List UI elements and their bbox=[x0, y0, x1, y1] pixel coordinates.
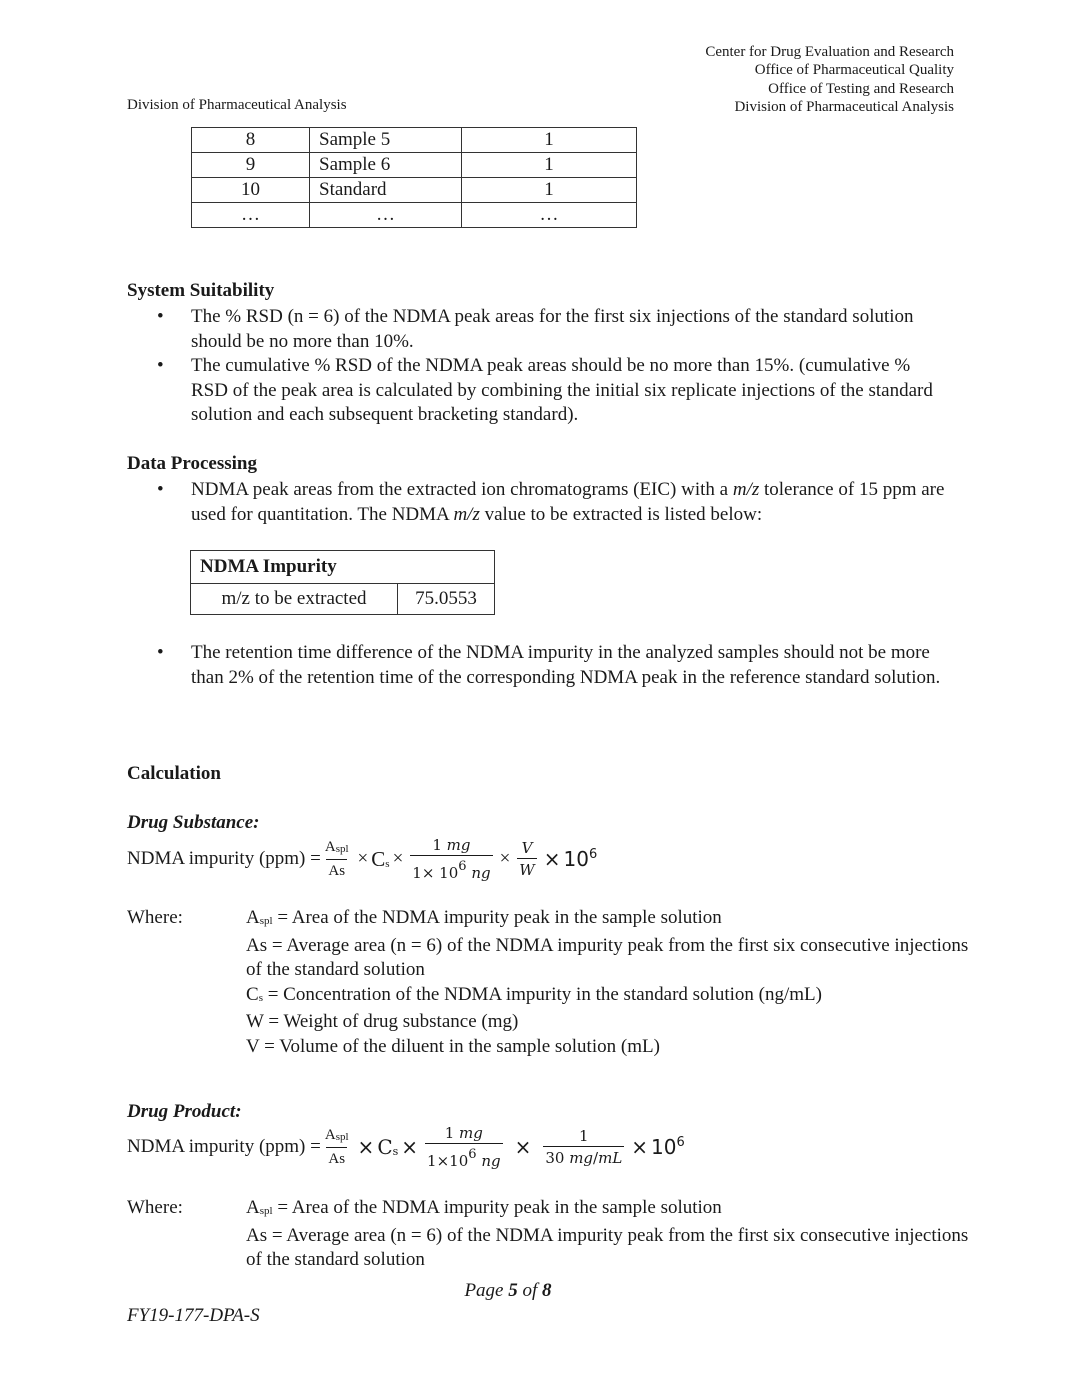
definition-aspl: $A_{spl}$ = Area of the NDMA impurity peak in the sample solution bbox=[246, 907, 722, 928]
times-operator: × bbox=[514, 1135, 532, 1159]
drug-product-definitions bbox=[127, 1196, 987, 1273]
cs-symbol: $C_s$ bbox=[371, 846, 390, 871]
table-row bbox=[192, 178, 637, 203]
table-cell: 1 bbox=[462, 178, 637, 203]
cs-symbol: $C_s$ bbox=[377, 1135, 399, 1159]
definition-as: As = Average area (n = 6) of the NDMA impurity peak from the first six consecutive injections of the standard solution bbox=[246, 934, 969, 980]
list-item bbox=[127, 478, 947, 527]
formula-lhs: NDMA impurity (ppm) = bbox=[127, 1136, 321, 1157]
mz-label: m/z to be extracted bbox=[191, 584, 398, 615]
formula-lhs: NDMA impurity (ppm) = bbox=[127, 848, 321, 869]
definition-aspl: $A_{spl}$ = Area of the NDMA impurity peak in the sample solution bbox=[246, 1197, 722, 1218]
fraction-unit-conversion bbox=[425, 1124, 503, 1170]
table-row bbox=[192, 128, 637, 153]
table-cell: … bbox=[462, 203, 637, 228]
times-operator: × bbox=[401, 1135, 419, 1159]
where-label: Where: bbox=[127, 907, 183, 928]
list-item-text: The % RSD (n = 6) of the NDMA peak areas for the first six injections of the standard solution should be no more than 10%. bbox=[191, 306, 914, 352]
fraction-area-ratio bbox=[323, 838, 351, 880]
table-cell: 1 bbox=[462, 128, 637, 153]
definition-as: As = Average area (n = 6) of the NDMA impurity peak from the first six consecutive injections of the standard solution bbox=[246, 1224, 969, 1270]
bullet-icon: • bbox=[157, 642, 164, 663]
table-cell: Standard bbox=[310, 178, 462, 203]
table-row bbox=[191, 584, 495, 615]
data-processing-list bbox=[127, 478, 947, 527]
fraction-denominator: W bbox=[517, 858, 536, 879]
mz-italic: m/z bbox=[732, 479, 760, 500]
times-operator: × bbox=[357, 1135, 375, 1159]
list-item bbox=[127, 305, 947, 354]
fraction-denominator: As bbox=[326, 859, 347, 880]
document-id: FY19-177-DPA-S bbox=[127, 1305, 260, 1326]
mz-table bbox=[190, 550, 495, 615]
list-item-text: tolerance of 15 ppm are used for quantitation. The NDMA bbox=[191, 479, 945, 525]
header-left: Division of Pharmaceutical Analysis bbox=[127, 97, 347, 113]
times-operator: × bbox=[357, 848, 369, 869]
ten-power: $10^6$ bbox=[563, 847, 598, 871]
header-line-4: Division of Pharmaceutical Analysis bbox=[734, 98, 954, 115]
list-item-text: The retention time difference of the NDMA impurity in the analyzed samples should not be more than 2% of the retention time of the corresponding NDMA peak in the reference standard solution. bbox=[191, 642, 941, 688]
fraction-concentration bbox=[543, 1127, 624, 1167]
list-item-text: NDMA peak areas from the extracted ion chromatograms (EIC) with a bbox=[191, 479, 733, 500]
header-line-3: Office of Testing and Research bbox=[768, 80, 954, 97]
table-row bbox=[191, 551, 495, 584]
drug-product-formula bbox=[127, 1124, 685, 1170]
fraction-denominator: As bbox=[326, 1147, 347, 1168]
table-cell: 8 bbox=[192, 128, 310, 153]
fraction-area-ratio bbox=[323, 1126, 351, 1168]
table-cell: … bbox=[192, 203, 310, 228]
drug-substance-heading: Drug Substance: bbox=[127, 812, 260, 833]
page-number: Page 5 of 8 bbox=[464, 1280, 552, 1301]
fraction-numerator: 1 mg bbox=[432, 836, 471, 854]
drug-product-heading: Drug Product: bbox=[127, 1101, 242, 1122]
fraction-unit-conversion bbox=[410, 836, 492, 882]
mz-italic: m/z bbox=[453, 503, 480, 525]
mz-value: 75.0553 bbox=[398, 584, 495, 615]
list-item-text: value to be extracted is listed below: bbox=[479, 503, 763, 525]
definition-v: V = Volume of the diluent in the sample solution (mL) bbox=[246, 1035, 660, 1057]
table-cell: Sample 5 bbox=[310, 128, 462, 153]
bullet-icon: • bbox=[157, 479, 164, 500]
fraction-numerator: 1 mg bbox=[444, 1124, 483, 1142]
data-processing-heading: Data Processing bbox=[127, 453, 257, 474]
mz-table-header: NDMA Impurity bbox=[191, 551, 495, 584]
ten-power: $10^6$ bbox=[651, 1135, 685, 1159]
drug-substance-formula bbox=[127, 836, 597, 882]
definition-cs: $C_s$ = Concentration of the NDMA impurity in the standard solution (ng/mL) bbox=[246, 983, 822, 1005]
table-row bbox=[192, 203, 637, 228]
table-cell: … bbox=[310, 203, 462, 228]
fraction-numerator: 1 bbox=[579, 1127, 589, 1145]
list-item bbox=[127, 641, 957, 690]
table-row bbox=[192, 153, 637, 178]
fraction-denominator: 30 mg/mL bbox=[543, 1146, 624, 1167]
table-cell: Sample 6 bbox=[310, 153, 462, 178]
list-item bbox=[127, 354, 947, 428]
definition-w: W = Weight of drug substance (mg) bbox=[246, 1011, 519, 1032]
table-cell: 1 bbox=[462, 153, 637, 178]
bullet-icon: • bbox=[157, 306, 164, 327]
fraction-denominator: $1\times 10^6$ ng bbox=[425, 1143, 503, 1170]
calculation-heading: Calculation bbox=[127, 763, 221, 784]
system-suitability-list bbox=[127, 305, 947, 428]
bullet-icon: • bbox=[157, 355, 164, 376]
header-line-1: Center for Drug Evaluation and Research bbox=[705, 44, 954, 60]
fraction-numerator: $A_{spl}$ bbox=[324, 1127, 349, 1143]
header-right bbox=[705, 43, 954, 116]
data-processing-list-2 bbox=[127, 641, 957, 690]
drug-substance-definitions bbox=[127, 906, 987, 1059]
where-label: Where: bbox=[127, 1197, 183, 1218]
fraction-denominator: $1\times 10^6$ ng bbox=[410, 855, 492, 882]
times-operator: × bbox=[392, 848, 404, 869]
fraction-v-over-w bbox=[517, 839, 536, 879]
fraction-numerator: V bbox=[521, 839, 533, 857]
sequence-table bbox=[191, 127, 637, 228]
times-operator: × bbox=[499, 848, 511, 869]
fraction-numerator: $A_{spl}$ bbox=[324, 839, 349, 855]
header-line-2: Office of Pharmaceutical Quality bbox=[754, 62, 954, 79]
table-cell: 10 bbox=[192, 178, 310, 203]
list-item-text: The cumulative % RSD of the NDMA peak areas should be no more than 15%. (cumulative % RSD of the peak area is calculated by combining the initial six replicate injections of the standard solution and each subsequent bracketing standard). bbox=[191, 355, 933, 425]
times-operator: × bbox=[543, 847, 561, 871]
times-operator: × bbox=[631, 1135, 649, 1159]
table-cell: 9 bbox=[192, 153, 310, 178]
system-suitability-heading: System Suitability bbox=[127, 280, 275, 301]
